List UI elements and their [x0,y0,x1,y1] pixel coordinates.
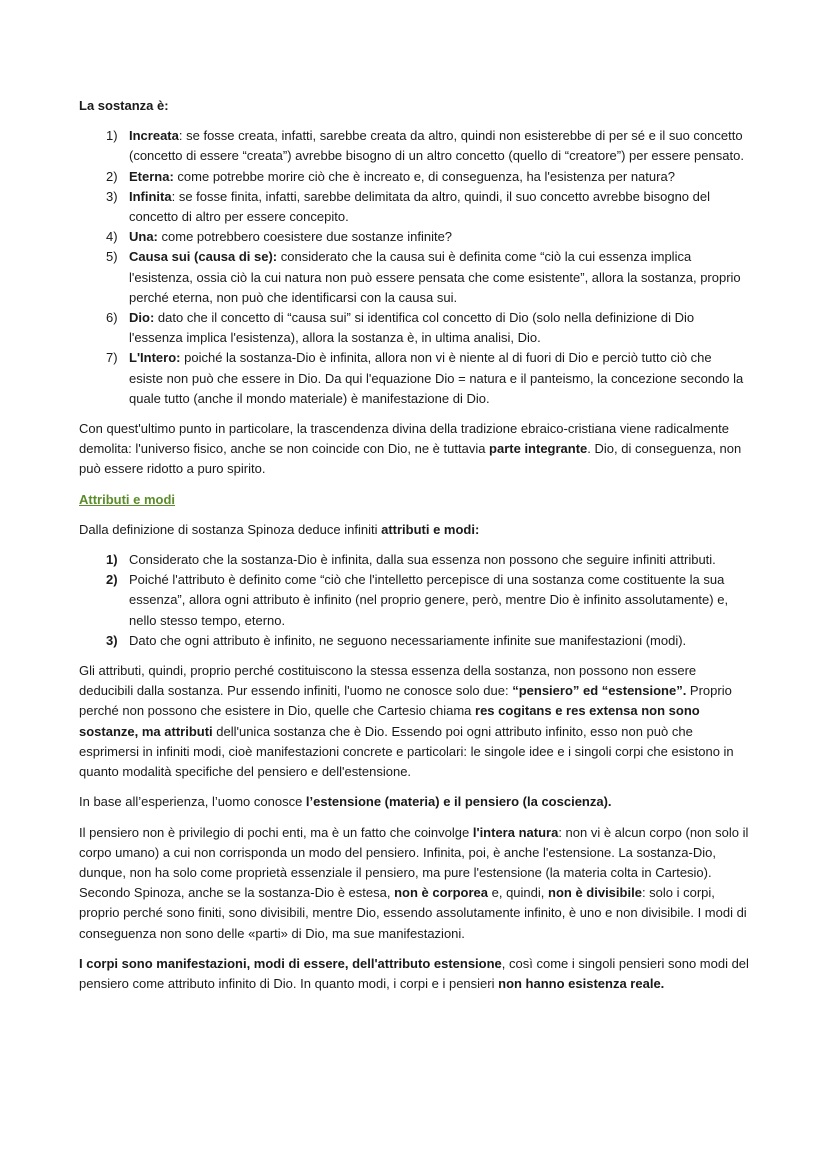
list-item: 3) Dato che ogni attributo è infinito, ne seguono necessariamente infinite sue manifestazioni (modi). [106,632,687,648]
list-item: 1) Increata: se fosse creata, infatti, sarebbe creata da altro, quindi non esisterebbe di per sé e il suo concetto (concetto di essere “creata”) avrebbe bisogno di un altro concetto (quello di “creatore”) per essere pensato. [106,128,744,164]
list-item: 3) Infinita: se fosse finita, infatti, sarebbe delimitata da altro, quindi, il suo concetto avrebbe bisogno del concetto di altro per essere concepito. [106,188,710,225]
paragraph-attributi: Gli attributi, quindi, proprio perché costituiscono la stessa essenza della sostanza, non possono non essere deducibili dalla sostanza. Pur essendo infiniti, l'uomo ne conosce solo due: “pensiero” ed “estensione”. Proprio perché non possono che esistere in Dio, quelle che Cartesio chiama res cogitans e res extensa non sono sostanze, ma attributi dell'unica sostanza che è Dio. Essendo poi ogni attributo infinito, esso non può che esprimersi in infiniti modi, cioè manifestazioni concrete e particolari: le singole idee e i singoli corpi che esistono in quanto modalità specifiche del pensiero e dell'estensione. [79,663,734,780]
paragraph-corpi: I corpi sono manifestazioni, modi di essere, dell'attributo estensione, così come i singoli pensieri sono modi del pensiero come attributo infinito di Dio. In quanto modi, i corpi e i pensieri non hanno esistenza reale. [79,955,749,991]
paragraph-esperienza: In base all’esperienza, l’uomo conosce l’estensione (materia) e il pensiero (la coscienza). [79,794,612,810]
list-item: 1) Considerato che la sostanza-Dio è infinita, dalla sua essenza non possono che seguire infiniti attributi. [106,552,716,568]
list-item: 6) Dio: dato che il concetto di “causa sui” si identifica col concetto di Dio (solo nella definizione di Dio l'essenza implica l'esistenza), allora la sostanza è, in ultima analisi, Dio. [106,310,695,346]
section-title: Attributi e modi [79,491,176,507]
sostanza-properties-list [79,126,749,409]
list-item: 2) Eterna: come potrebbe morire ciò che è increato e, di conseguenza, ha l'esistenza per natura? [106,168,675,184]
document-page [79,96,749,1004]
list-item: 5) Causa sui (causa di se): considerato che la causa sui è definita come “ciò la cui essenza implica l'esistenza, ossia ciò la cui natura non può essere pensata che come esistente”, allora la sostanza, proprio perché eterna, non può che identificarsi con la causa sui. [106,249,741,305]
paragraph-intro-attributi: Dalla definizione di sostanza Spinoza deduce infiniti attributi e modi: [79,521,480,537]
list-item: 2) Poiché l'attributo è definito come “ciò che l'intelletto percepisce di una sostanza come costituente la sua essenza”, allora ogni attributo è infinito (nel proprio genere, però, mentre Dio è infinito assolutamente) e, nello stesso tempo, eterno. [106,572,729,628]
list-item: 7) L'Intero: poiché la sostanza-Dio è infinita, allora non vi è niente al di fuori di Dio e perciò tutto ciò che esiste non può che essere in Dio. Da qui l'equazione Dio = natura e il panteismo, la concezione secondo la quale tutto (anche il mondo materiale) è manifestazione di Dio. [106,350,744,406]
attributi-list [79,550,749,651]
page-heading: La sostanza è: [79,98,169,113]
paragraph-trascendenza: Con quest'ultimo punto in particolare, la trascendenza divina della tradizione ebraico-cristiana viene radicalmente demolita: l'universo fisico, anche se non coincide con Dio, ne è tuttavia parte integrante. Dio, di conseguenza, non può essere ridotto a puro spirito. [79,421,742,477]
list-item: 4) Una: come potrebbero coesistere due sostanze infinite? [106,229,453,245]
paragraph-pensiero: Il pensiero non è privilegio di pochi enti, ma è un fatto che coinvolge l'intera natura: non vi è alcun corpo (non solo il corpo umano) a cui non corrisponda un modo del pensiero. Infinita, poi, è anche l'estensione. La sostanza-Dio, dunque, non ha solo come proprietà essenziale il pensiero, ma pure l'estensione (la materia colta in Cartesio). Secondo Spinoza, anche se la sostanza-Dio è estesa, non è corporea e, quindi, non è divisibile: solo i corpi, proprio perché sono finiti, sono divisibili, mentre Dio, essendo assolutamente infinito, è uno e non divisibile. I modi di conseguenza non sono delle «parti» di Dio, ma sue manifestazioni. [79,824,749,941]
